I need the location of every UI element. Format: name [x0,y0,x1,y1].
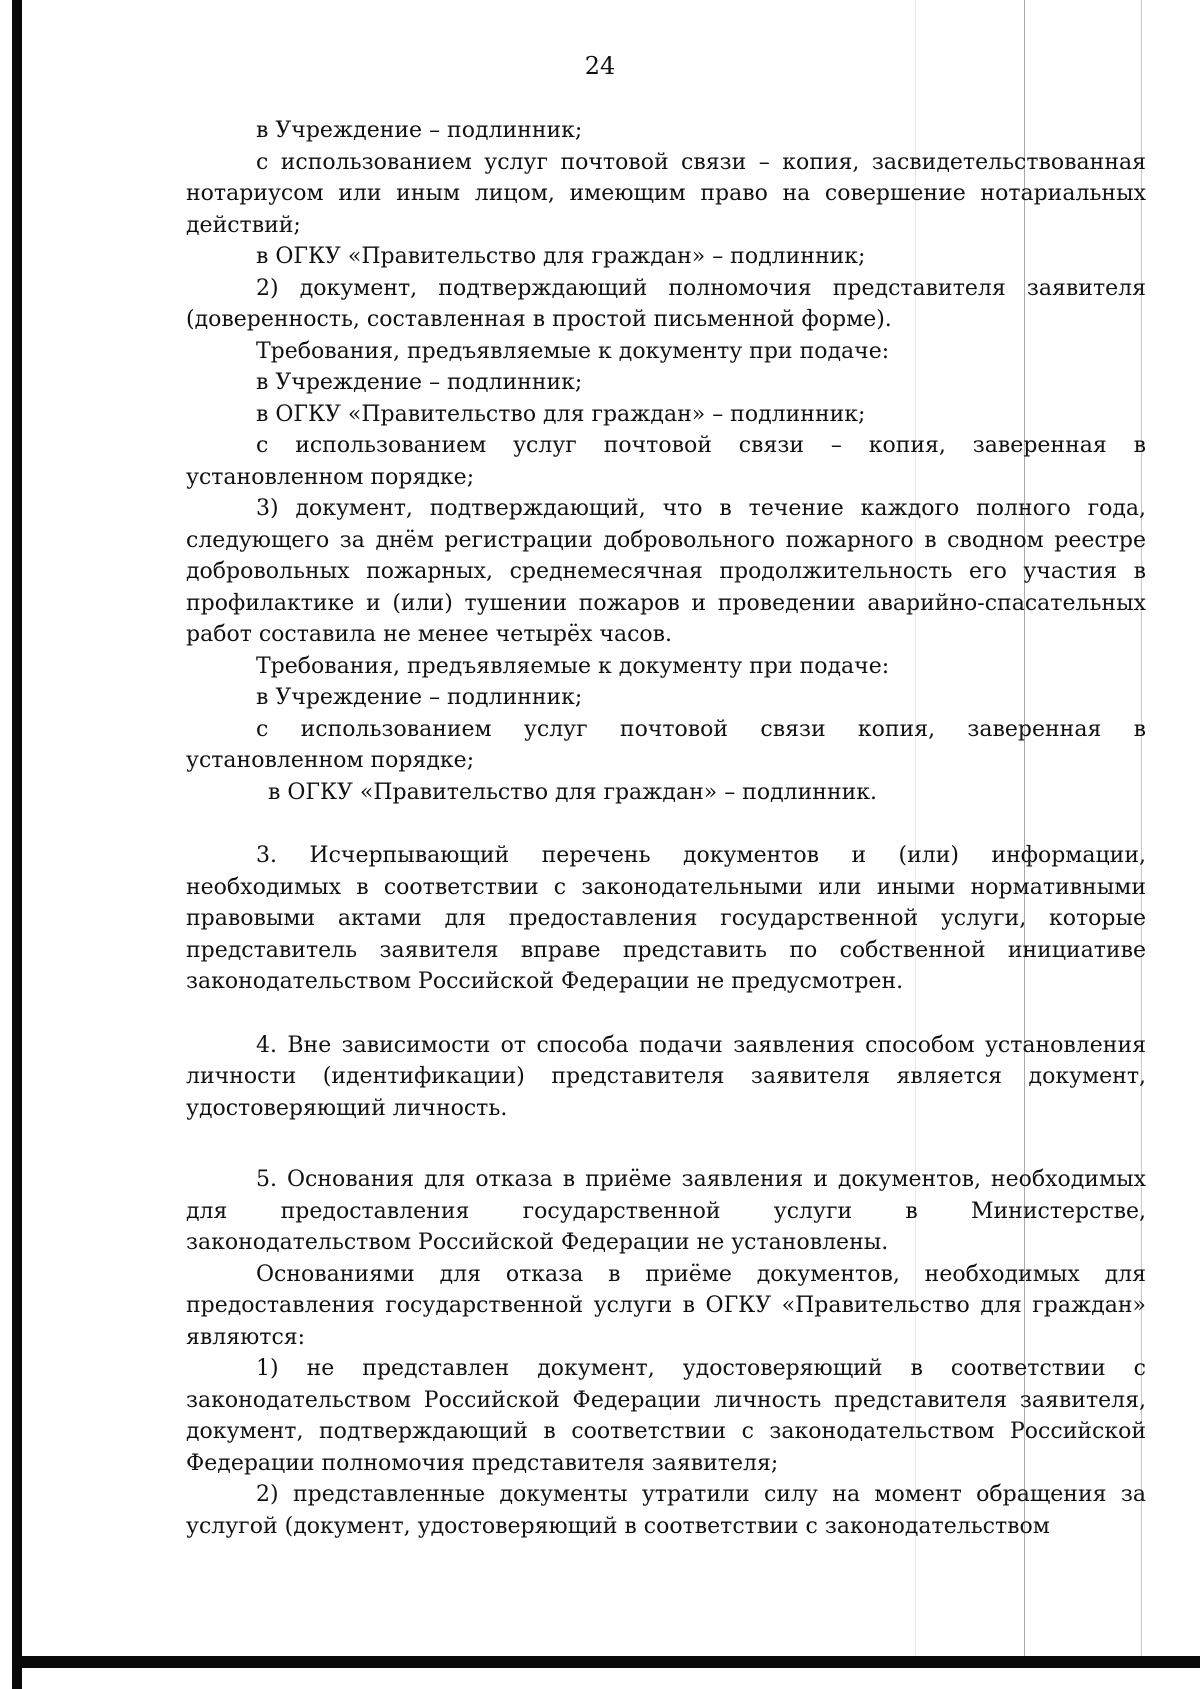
paragraph: Требования, предъявляемые к документу при подаче: [256,338,890,364]
paragraph: в ОГКУ «Правительство для граждан» – подлинник. [268,779,878,805]
paragraph: 3) документ, подтверждающий, что в течение каждого полного года, следующего за днём регистрации добровольного пожарного в сводном реестре добровольных пожарных, среднемесячная продолжительность его участия в профилактике и (или) тушении пожаров и проведении аварийно-спасательных работ составила не менее четырёх часов. [186,496,1146,647]
section-4-paragraph: 4. Вне зависимости от способа подачи заявления способом установления личности (идентификации) представителя заявителя является документ, удостоверяющий личность. [186,1032,1146,1121]
paragraph: Основаниями для отказа в приёме документов, необходимых для предоставления государственной услуги в ОГКУ «Правительство для граждан» являются: [186,1261,1146,1350]
paragraph: 2) документ, подтверждающий полномочия представителя заявителя (доверенность, составленная в простой письменной форме). [186,275,1146,332]
list-item: 2) представленные документы утратили силу на момент обращения за услугой (документ, удостоверяющий в соответствии с законодательством [186,1482,1146,1539]
paragraph: с использованием услуг почтовой связи копия, заверенная в установленном порядке; [186,716,1146,773]
paragraph: в Учреждение – подлинник; [256,370,583,395]
paragraph: с использованием услуг почтовой связи – копия, заверенная в установленном порядке; [186,433,1146,490]
list-item: 1) не представлен документ, удостоверяющий в соответствии с законодательством Российской Федерации личность представителя заявителя, документ, подтверждающий в соответствии с законодательством Российской Федерации полномочия представителя заявителя; [186,1356,1146,1476]
page-number: 24 [584,52,616,80]
document-body [186,115,1146,1542]
paragraph: с использованием услуг почтовой связи – копия, засвидетельствованная нотариусом или иным лицом, имеющим право на совершение нотариальных действий; [186,149,1146,238]
paragraph-gap [186,808,1146,840]
paragraph-gap [186,1124,1146,1164]
scan-edge-bottom [22,1656,1200,1668]
paragraph: в Учреждение – подлинник; [256,685,583,710]
paragraph: в Учреждение – подлинник; [256,118,583,143]
paragraph: Требования, предъявляемые к документу при подаче: [256,653,890,679]
paragraph: в ОГКУ «Правительство для граждан» – подлинник; [256,244,866,269]
section-3-paragraph: 3. Исчерпывающий перечень документов и (или) информации, необходимых в соответствии с законодательными или иными нормативными правовыми актами для предоставления государственной услуги, которые представитель заявителя вправе представить по собственной инициативе законодательством Российской Федерации не предусмотрен. [186,843,1146,994]
paragraph-gap [186,998,1146,1030]
paragraph: в ОГКУ «Правительство для граждан» – подлинник; [256,401,866,427]
scan-edge-left [12,0,22,1689]
section-5-paragraph: 5. Основания для отказа в приёме заявления и документов, необходимых для предоставления государственной услуги в Министерстве, законодательством Российской Федерации не установлены. [186,1167,1146,1255]
